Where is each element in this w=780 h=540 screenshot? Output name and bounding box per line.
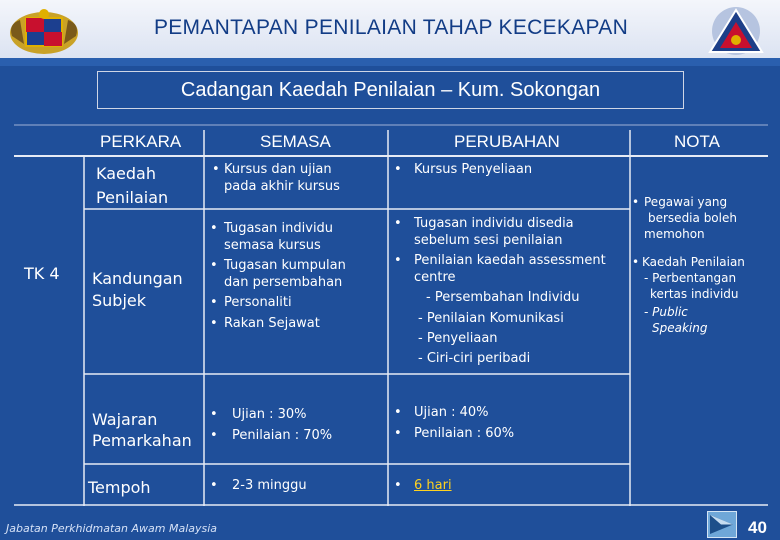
header-divider bbox=[0, 58, 780, 66]
nota-line: Pegawai yang bbox=[644, 195, 728, 209]
nota-line: memohon bbox=[644, 227, 705, 241]
nota-line: Kaedah Penilaian bbox=[642, 255, 745, 269]
semasa-kandungan-line: Tugasan individu bbox=[224, 221, 334, 236]
semasa-wajaran-line: Penilaian : 70% bbox=[232, 428, 333, 443]
footer-organisation: Jabatan Perkhidmatan Awam Malaysia bbox=[6, 522, 218, 535]
nota-line: bersedia boleh bbox=[648, 211, 737, 225]
perubahan-kandungan-line: centre bbox=[414, 270, 456, 285]
row-label-kandungan-2: Subjek bbox=[92, 291, 147, 310]
bullet: • bbox=[210, 478, 218, 493]
column-header-semasa: SEMASA bbox=[260, 132, 331, 151]
bullet: • bbox=[394, 478, 402, 493]
page-number: 40 bbox=[748, 518, 767, 537]
subtitle-box: Cadangan Kaedah Penilaian – Kum. Sokongan bbox=[97, 71, 684, 109]
perubahan-wajaran-line: Penilaian : 60% bbox=[414, 426, 515, 441]
perubahan-kandungan-line: - Persembahan Individu bbox=[426, 290, 580, 305]
bullet: • bbox=[210, 221, 218, 236]
bullet: • bbox=[394, 253, 402, 268]
perubahan-kandungan-line: - Penyeliaan bbox=[418, 331, 498, 346]
level-label: TK 4 bbox=[24, 264, 60, 283]
column-header-perubahan: PERUBAHAN bbox=[454, 132, 560, 151]
bullet: • bbox=[212, 162, 220, 177]
bullet: • bbox=[394, 162, 402, 177]
row-label-wajaran-2: Pemarkahan bbox=[92, 431, 192, 450]
perubahan-wajaran-line: Ujian : 40% bbox=[414, 405, 489, 420]
semasa-kaedah-line: pada akhir kursus bbox=[224, 179, 340, 194]
row-label-kaedah: Kaedah bbox=[96, 164, 156, 183]
perubahan-kandungan-line: Tugasan individu disedia bbox=[414, 216, 574, 231]
coat-of-arms-icon bbox=[6, 6, 82, 56]
column-header-nota: NOTA bbox=[674, 132, 720, 151]
perubahan-kandungan-line: - Penilaian Komunikasi bbox=[418, 311, 564, 326]
perubahan-kaedah-line: Kursus Penyeliaan bbox=[414, 162, 533, 177]
nota-line: kertas individu bbox=[650, 287, 739, 301]
semasa-kaedah-line: Kursus dan ujian bbox=[224, 162, 332, 177]
bullet: • bbox=[210, 295, 218, 310]
assessment-table bbox=[14, 124, 768, 506]
nota-line: - Public bbox=[644, 305, 688, 319]
bullet: • bbox=[632, 195, 640, 209]
bullet: • bbox=[394, 426, 402, 441]
next-slide-icon[interactable] bbox=[707, 511, 737, 538]
column-header-perkara: PERKARA bbox=[100, 132, 182, 151]
perubahan-kandungan-line: - Ciri-ciri peribadi bbox=[418, 351, 531, 366]
bullet: • bbox=[632, 255, 640, 269]
semasa-kandungan-line: semasa kursus bbox=[224, 238, 321, 253]
bullet: • bbox=[210, 316, 218, 331]
bullet: • bbox=[210, 258, 218, 273]
perubahan-kandungan-line: Penilaian kaedah assessment bbox=[414, 253, 606, 268]
semasa-kandungan-line: dan persembahan bbox=[224, 275, 343, 290]
semasa-wajaran-line: Ujian : 30% bbox=[232, 407, 307, 422]
jpa-logo-icon bbox=[700, 4, 772, 58]
row-label-kandungan: Kandungan bbox=[92, 269, 183, 288]
nota-line: - Perbentangan bbox=[644, 271, 737, 285]
nota-line: Speaking bbox=[652, 321, 708, 335]
bullet: • bbox=[210, 407, 218, 422]
page-title: PEMANTAPAN PENILAIAN TAHAP KECEKAPAN bbox=[153, 16, 629, 39]
perubahan-kandungan-line: sebelum sesi penilaian bbox=[414, 233, 563, 248]
row-label-tempoh: Tempoh bbox=[88, 478, 151, 497]
row-label-wajaran: Wajaran bbox=[92, 410, 158, 429]
bullet: • bbox=[210, 428, 218, 443]
semasa-tempoh: 2-3 minggu bbox=[232, 478, 307, 493]
semasa-kandungan-line: Personaliti bbox=[224, 295, 292, 310]
perubahan-tempoh-link[interactable]: 6 hari bbox=[414, 478, 452, 493]
row-label-kaedah-2: Penilaian bbox=[96, 188, 169, 207]
bullet: • bbox=[394, 216, 402, 231]
semasa-kandungan-line: Tugasan kumpulan bbox=[224, 258, 346, 273]
semasa-kandungan-line: Rakan Sejawat bbox=[224, 316, 320, 331]
bullet: • bbox=[394, 405, 402, 420]
